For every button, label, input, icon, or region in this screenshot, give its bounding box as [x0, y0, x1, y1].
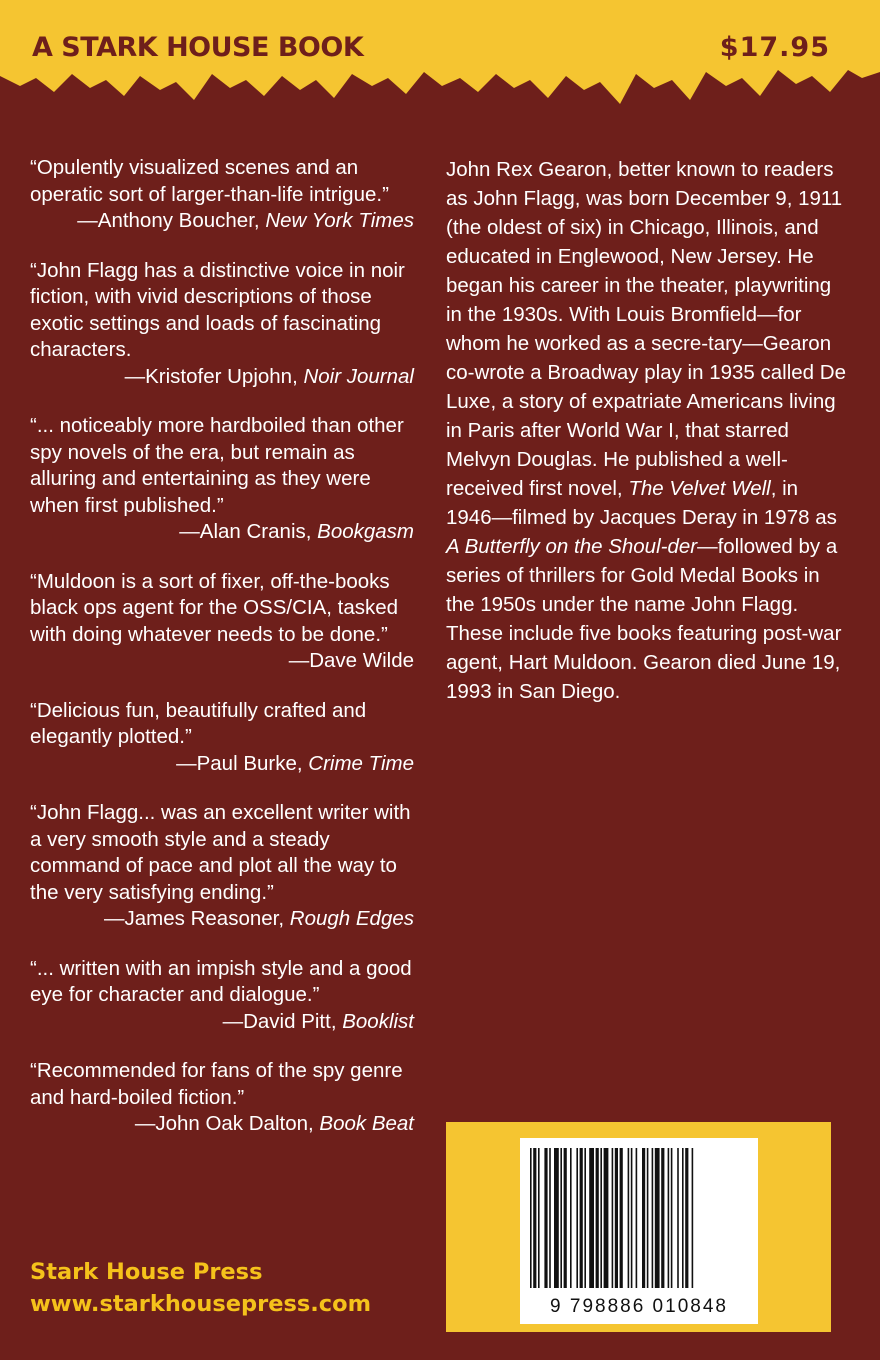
quote-source: New York Times [265, 209, 414, 232]
imprint-title: A STARK HOUSE BOOK [32, 32, 364, 63]
quote-block [30, 569, 414, 675]
barcode-bar [538, 1148, 540, 1288]
quote-author: —Alan Cranis, [179, 520, 318, 543]
quote-source: Noir Journal [303, 364, 414, 388]
barcode-bar [604, 1148, 609, 1288]
quote-attribution [30, 906, 414, 933]
barcode-bar [584, 1148, 586, 1288]
barcode-bar [677, 1148, 679, 1288]
bio-text-2: , in 1946—filmed by Jacques Deray in 1978 as [446, 477, 837, 529]
barcode-bar [564, 1148, 567, 1288]
quote-text: “Opulently visualized scenes and an operatic sort of larger-than-life intrigue.” [30, 156, 389, 206]
bio-text-3: —followed by a series of thrillers for Gold Medal Books in the 1950s under the name John Flagg. These include five books featuring post-war agent, Hart Muldoon. Gearon died June 19, 1993 in San Diego. [446, 535, 842, 703]
quote-block [30, 413, 414, 546]
quote-text: “Delicious fun, beautifully crafted and elegantly plotted.” [30, 698, 367, 748]
quote-source: Rough Edges [289, 907, 414, 930]
barcode-bar [671, 1148, 673, 1288]
barcode-bar [600, 1148, 602, 1288]
quote-source: Bookgasm [317, 520, 414, 543]
barcode-bar [685, 1148, 688, 1288]
barcode-bar [549, 1148, 551, 1288]
barcode-bar [589, 1148, 594, 1288]
barcode-bar [612, 1148, 614, 1288]
quote-source: Book Beat [319, 1112, 414, 1135]
barcode-bar [682, 1148, 684, 1288]
barcode-bar [636, 1148, 638, 1288]
barcode-number: 9 798886 010848 [550, 1296, 728, 1317]
bio-title-butterfly: A Butterfly on the Shoul-der [446, 535, 698, 558]
barcode-bar [544, 1148, 547, 1288]
quote-source: Booklist [342, 1009, 414, 1033]
quote-author: —James Reasoner, [104, 907, 290, 930]
quote-author: —David Pitt, [222, 1009, 343, 1033]
quote-author: —Dave Wilde [288, 649, 414, 672]
quote-block [30, 800, 414, 933]
barcode-bar [631, 1148, 633, 1288]
publisher-name: Stark House Press [30, 1259, 263, 1285]
quote-attribution [30, 519, 414, 546]
quote-author: —Anthony Boucher, [77, 209, 266, 232]
quote-source: Crime Time [308, 751, 414, 775]
quote-block [30, 155, 414, 235]
barcode-bar [628, 1148, 630, 1288]
barcode-bar [570, 1148, 572, 1288]
barcode-bar [580, 1148, 583, 1288]
barcode [520, 1138, 758, 1324]
barcode-bar [533, 1148, 536, 1288]
quote-attribution [30, 648, 414, 675]
publisher-footer [30, 1256, 371, 1320]
quote-block [30, 258, 414, 391]
author-bio [446, 155, 846, 706]
barcode-bar [615, 1148, 618, 1288]
header-band [0, 0, 880, 130]
quote-text: “John Flagg has a distinctive voice in noir fiction, with vivid descriptions of those exotic settings and loads of fascinating characters. [30, 258, 405, 361]
barcode-bar [596, 1148, 599, 1288]
barcode-bar [668, 1148, 670, 1288]
barcode-bar [530, 1148, 532, 1288]
barcode-bar [576, 1148, 578, 1288]
quote-attribution [30, 1009, 414, 1036]
quote-author: —Paul Burke, [176, 751, 309, 775]
quote-text: “... noticeably more hardboiled than other spy novels of the era, but remain as alluring and entertaining as they were when first published.” [30, 414, 404, 517]
quotes-column [30, 155, 414, 1161]
quote-attribution [30, 364, 414, 391]
quote-text: “Recommended for fans of the spy genre and hard-boiled fiction.” [30, 1059, 403, 1109]
price-label: $17.95 [719, 32, 830, 63]
quote-block [30, 698, 414, 778]
publisher-website[interactable]: www.starkhousepress.com [30, 1291, 372, 1317]
quote-block [30, 956, 414, 1036]
barcode-bar [661, 1148, 664, 1288]
barcode-bar [620, 1148, 623, 1288]
quote-block [30, 1058, 414, 1138]
torn-edge-banner [0, 0, 880, 130]
barcode-bar [560, 1148, 562, 1288]
barcode-panel [446, 1122, 831, 1332]
barcode-bar [554, 1148, 559, 1288]
bio-text-1: John Rex Gearon, better known to readers as John Flagg, was born December 9, 1911 (the oldest of six) in Chicago, Illinois, and educated in Englewood, New Jersey. He began his career in the theater, playwriting in the 1930s. With Louis Bromfield—for whom he worked as a secre-tary—Gearon co-wrote a Broadway play in 1935 called De Luxe, a story of expatriate Americans living in Paris after World War I, that starred Melvyn Douglas. He published a well-received first novel, [446, 158, 846, 500]
barcode-bar [652, 1148, 654, 1288]
quote-text: “... written with an impish style and a good eye for character and dialogue.” [30, 956, 412, 1006]
quote-attribution [30, 1111, 414, 1138]
quote-author: —John Oak Dalton, [134, 1112, 320, 1135]
bio-title-velvet-well: The Velvet Well [628, 477, 771, 500]
quote-author: —Kristofer Upjohn, [124, 364, 304, 388]
quote-attribution [30, 751, 414, 778]
quote-text: “Muldoon is a sort of fixer, off-the-books black ops agent for the OSS/CIA, tasked with doing whatever needs to be done.” [30, 569, 399, 646]
barcode-bar [642, 1148, 645, 1288]
barcode-bar [692, 1148, 694, 1288]
barcode-bar [647, 1148, 649, 1288]
barcode-bars [520, 1138, 758, 1298]
quote-text: “John Flagg... was an excellent writer with a very smooth style and a steady command of pace and plot all the way to the very satisfying ending.” [30, 801, 411, 904]
barcode-bar [655, 1148, 660, 1288]
quote-attribution [30, 208, 414, 235]
